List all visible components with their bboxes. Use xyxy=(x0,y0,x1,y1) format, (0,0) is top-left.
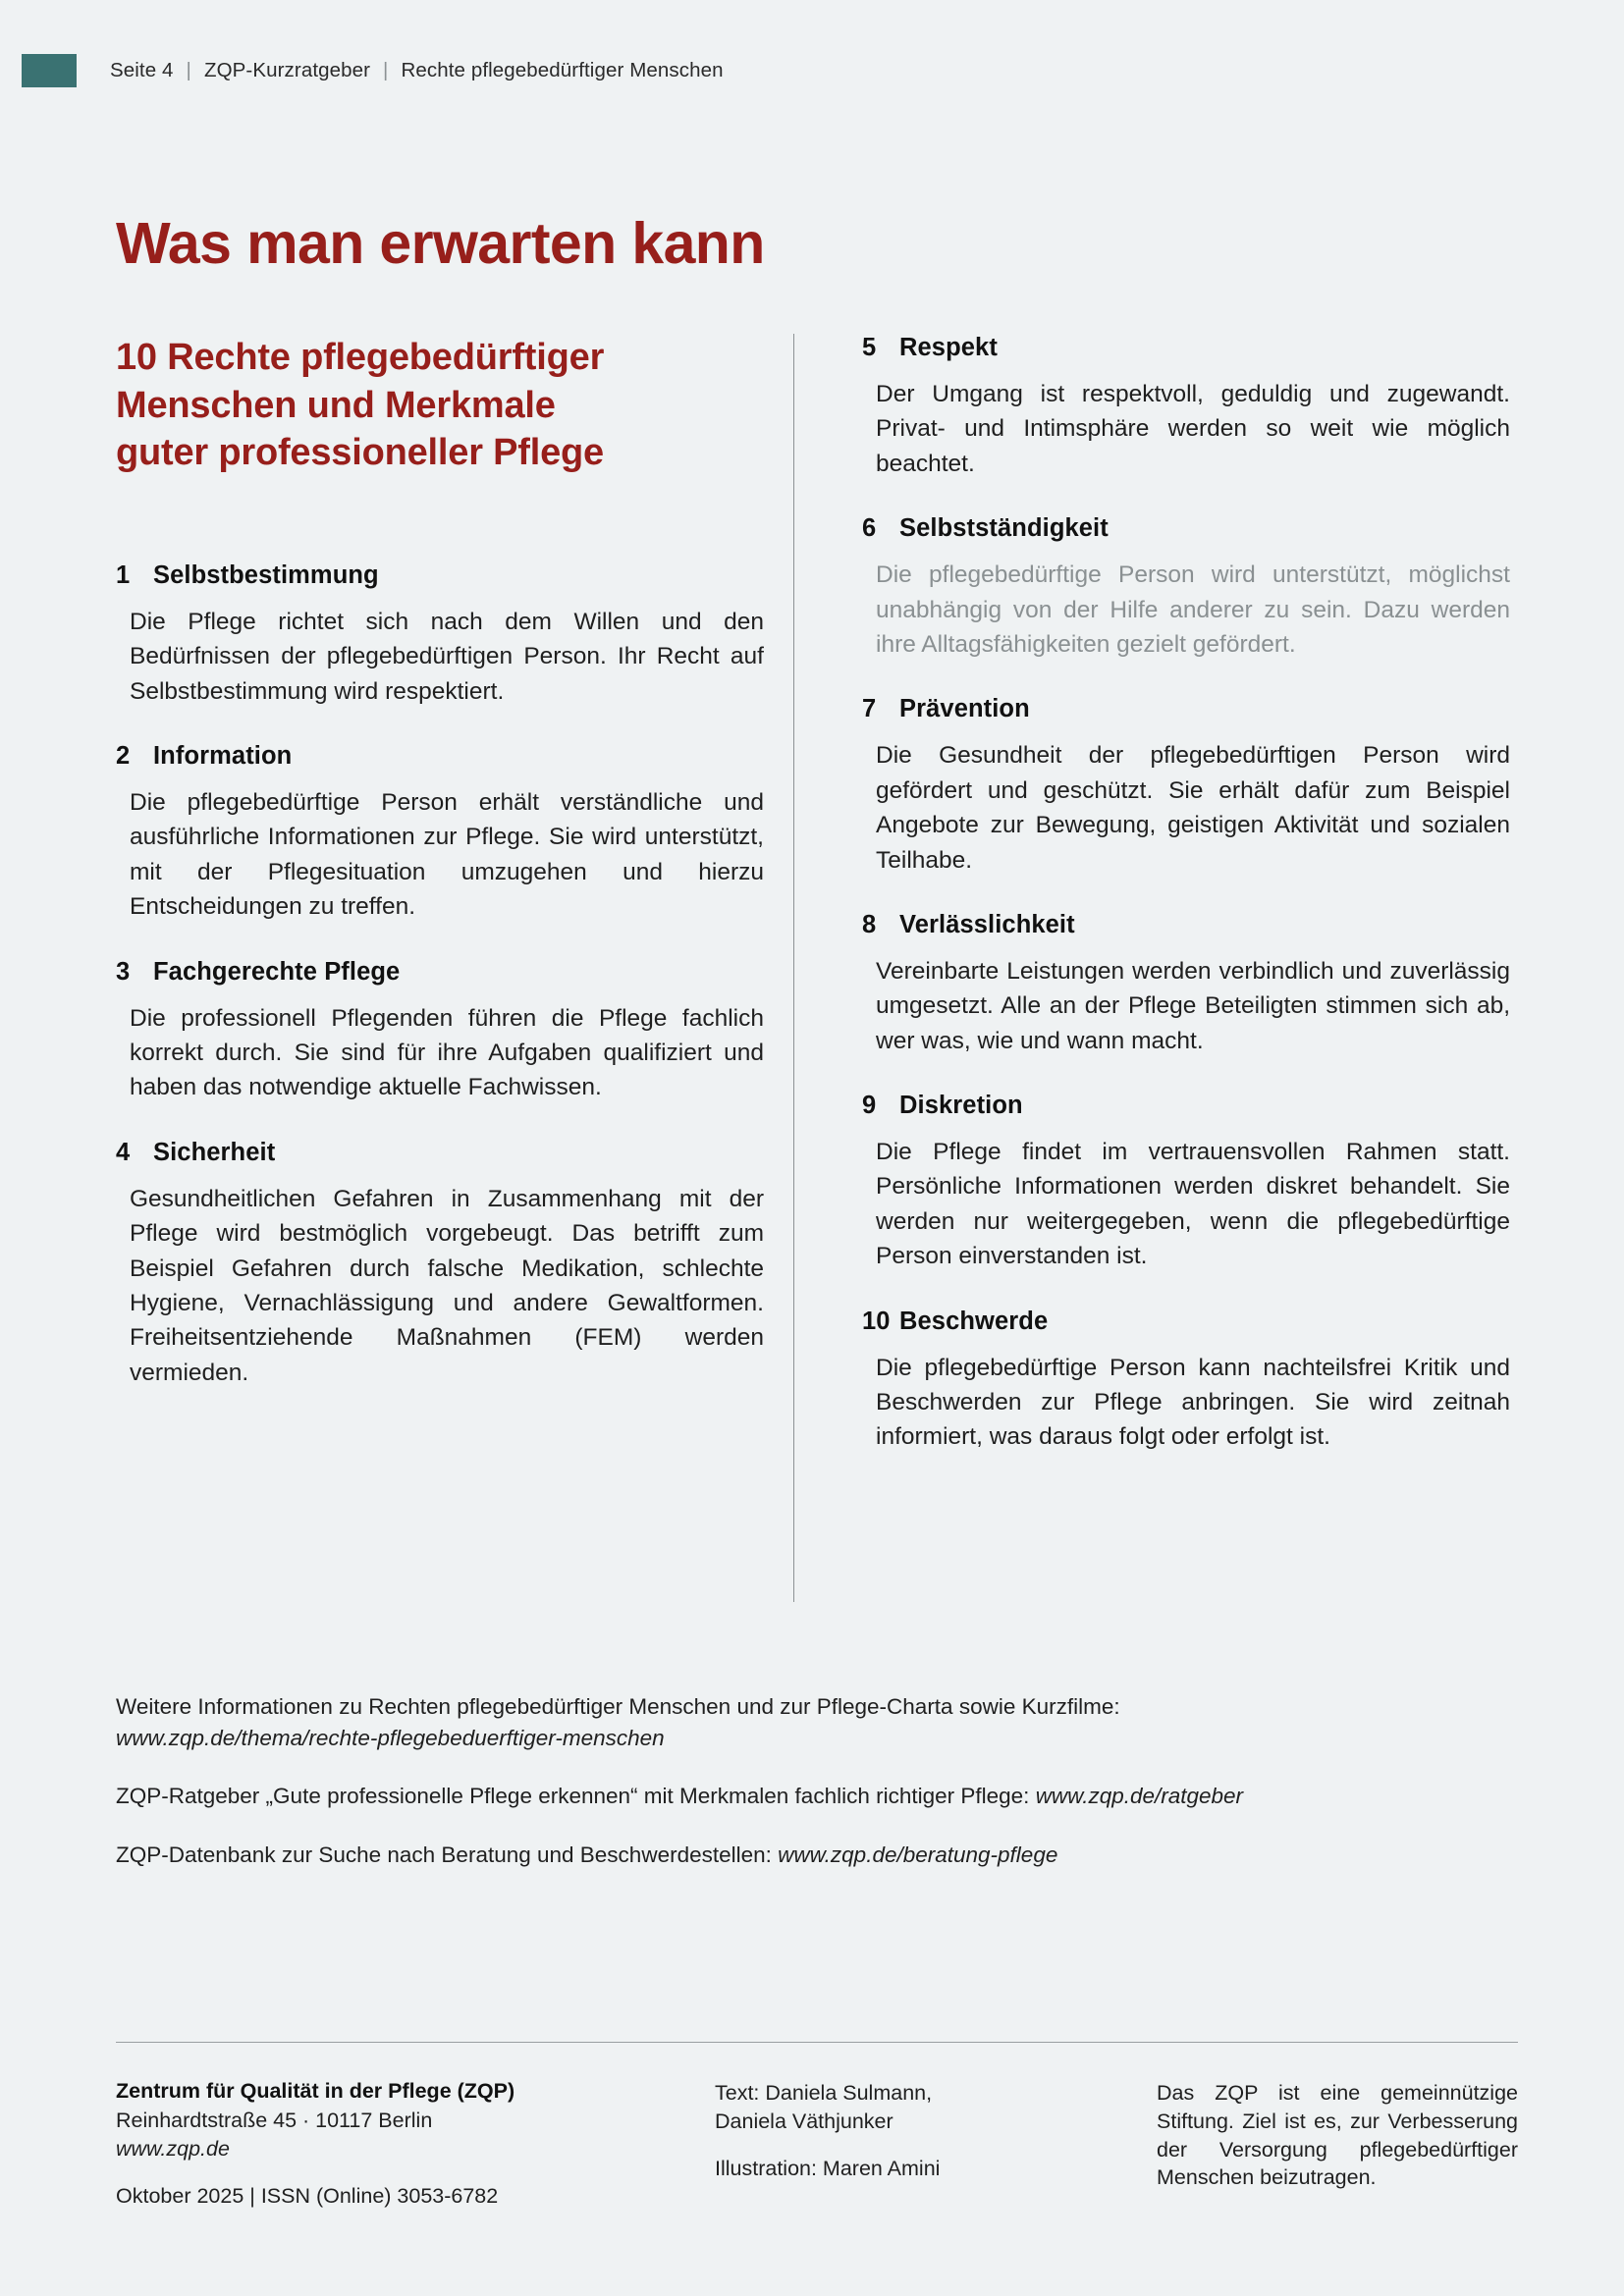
note-line-2 xyxy=(116,1781,1518,1812)
right-item-body: Vereinbarte Leistungen werden verbindlich und zuverlässig umgesetzt. Alle an der Pflege Beteiligten stimmen sich ab, wer was, wie und wann macht. xyxy=(876,957,1510,1054)
right-item-8 xyxy=(862,911,1510,1058)
publisher-address: Reinhardtstraße 45 · 10117 Berlin xyxy=(116,2109,433,2132)
running-head xyxy=(0,51,724,90)
right-item-heading xyxy=(862,1092,1510,1120)
right-item-heading xyxy=(862,911,1510,939)
right-item-9 xyxy=(862,1092,1510,1274)
footer-credits xyxy=(715,2079,1157,2210)
note-3-url[interactable]: www.zqp.de/beratung-pflege xyxy=(778,1842,1058,1867)
right-item-heading xyxy=(116,742,764,771)
right-item-title: Diskretion xyxy=(899,1092,1023,1120)
right-item-heading xyxy=(116,561,764,590)
footer-spacer xyxy=(116,2163,715,2182)
right-item-number: 4 xyxy=(116,1138,131,1166)
right-item-6 xyxy=(862,514,1510,662)
right-item-7 xyxy=(862,695,1510,878)
right-item-2 xyxy=(116,742,764,925)
issue-info: Oktober 2025 | ISSN (Online) 3053-6782 xyxy=(116,2183,499,2208)
further-information xyxy=(116,1691,1518,1897)
right-item-heading xyxy=(862,514,1510,543)
right-item-title: Information xyxy=(153,742,293,771)
right-item-body: Die pflegebedürftige Person erhält verständliche und ausführliche Informationen zur Pflege. Sie wird unterstützt, mit der Pflegesituation umzugehen und hierzu Entscheidungen zu treffen. xyxy=(130,789,764,921)
right-item-heading xyxy=(116,1139,764,1167)
right-item-1 xyxy=(116,561,764,709)
publisher-website[interactable]: www.zqp.de xyxy=(116,2136,230,2161)
right-item-title: Selbstständigkeit xyxy=(899,514,1109,543)
right-item-body: Die Pflege findet im vertrauensvollen Rahmen statt. Persönliche Informationen werden diskret behandelt. Sie werden nur weitergegeben, wenn die pflegebedürftige Person einverstanden ist. xyxy=(876,1139,1510,1270)
runhead-separator-2: | xyxy=(383,59,389,81)
section-subtitle-line-2: Menschen und Merkmale xyxy=(116,384,556,426)
section-subtitle-line-3: guter professioneller Pflege xyxy=(116,432,604,474)
rights-column-right xyxy=(862,334,1510,1488)
section-subtitle-line-1: 10 Rechte pflegebedürftiger xyxy=(116,337,605,378)
right-item-number: 3 xyxy=(116,957,131,986)
right-item-heading xyxy=(862,334,1510,362)
mission-statement: Das ZQP ist eine gemeinnützige Stiftung. Ziel ist es, zur Verbesserung der Versorgung pflegebedürftiger Menschen beizutragen. xyxy=(1157,2081,1518,2190)
right-item-body: Gesundheitlichen Gefahren in Zusammenhang mit der Pflege wird bestmöglich vorgebeugt. Das betrifft zum Beispiel Gefahren durch falsche Medikation, schlechte Hygiene, Vernachlässigung und andere Gewaltformen. Freiheitsentziehende Maßnahmen (FEM) werden vermieden. xyxy=(130,1185,764,1386)
right-item-number: 6 xyxy=(862,514,877,543)
credit-text-line-1: Text: Daniela Sulmann, xyxy=(715,2081,933,2105)
footer-mission xyxy=(1157,2079,1518,2210)
running-head-text xyxy=(110,59,724,82)
right-item-title: Prävention xyxy=(899,695,1030,723)
rights-column-left xyxy=(116,334,764,1423)
footer-publisher xyxy=(116,2079,715,2210)
right-item-number: 1 xyxy=(116,561,131,589)
page-number-label: Seite 4 xyxy=(110,59,174,81)
page-title: Was man erwarten kann xyxy=(116,210,765,276)
teal-marker-block xyxy=(22,54,77,87)
series-label: ZQP-Kurzratgeber xyxy=(203,59,371,81)
note-2-text: ZQP-Ratgeber „Gute professionelle Pflege erkennen“ mit Merkmalen fachlich richtiger Pflege: xyxy=(116,1784,1036,1808)
right-item-body: Die pflegebedürftige Person wird unterstützt, möglichst unabhängig von der Hilfe anderer zu sein. Dazu werden ihre Alltagsfähigkeiten gezielt gefördert. xyxy=(876,561,1510,658)
section-subtitle xyxy=(116,334,764,477)
right-item-heading xyxy=(862,695,1510,723)
page-footer xyxy=(116,2079,1518,2210)
note-line-3 xyxy=(116,1840,1518,1871)
footer-divider xyxy=(116,2042,1518,2043)
right-item-body: Der Umgang ist respektvoll, geduldig und zugewandt. Privat- und Intimsphäre werden so weit wie möglich beachtet. xyxy=(876,381,1510,477)
right-item-heading xyxy=(862,1308,1510,1336)
credit-text-line-2: Daniela Väthjunker xyxy=(715,2109,893,2133)
right-item-number: 10 xyxy=(862,1307,891,1335)
right-item-10 xyxy=(862,1308,1510,1455)
right-item-title: Selbstbestimmung xyxy=(153,561,379,589)
right-item-title: Respekt xyxy=(899,334,998,361)
right-item-heading xyxy=(116,958,764,987)
runhead-separator-1: | xyxy=(186,59,191,81)
right-item-number: 8 xyxy=(862,910,877,938)
note-1-text: Weitere Informationen zu Rechten pflegebedürftiger Menschen und zur Pflege-Charta sowie Kurzfilme: xyxy=(116,1694,1120,1719)
right-item-title: Sicherheit xyxy=(153,1138,276,1166)
right-item-5 xyxy=(862,334,1510,481)
subtitle-spacer xyxy=(116,477,764,561)
right-item-number: 9 xyxy=(862,1092,877,1120)
topic-label: Rechte pflegebedürftiger Menschen xyxy=(401,59,724,81)
right-item-title: Beschwerde xyxy=(899,1307,1049,1335)
note-3-text: ZQP-Datenbank zur Suche nach Beratung und Beschwerdestellen: xyxy=(116,1842,779,1867)
right-item-4 xyxy=(116,1139,764,1390)
right-item-title: Fachgerechte Pflege xyxy=(153,957,401,986)
right-item-number: 5 xyxy=(862,334,877,361)
note-1-url[interactable]: www.zqp.de/thema/rechte-pflegebeduerftiger-menschen xyxy=(116,1725,665,1750)
right-item-body: Die Pflege richtet sich nach dem Willen und den Bedürfnissen der pflegebedürftigen Person. Ihr Recht auf Selbstbestimmung wird respektiert. xyxy=(130,608,764,705)
right-item-title: Verlässlichkeit xyxy=(899,910,1075,938)
note-2-url[interactable]: www.zqp.de/ratgeber xyxy=(1035,1784,1244,1808)
credits-spacer xyxy=(715,2136,1157,2155)
publisher-name: Zentrum für Qualität in der Pflege (ZQP) xyxy=(116,2079,515,2103)
rights-columns xyxy=(116,334,1510,1610)
right-item-body: Die pflegebedürftige Person kann nachteilsfrei Kritik und Beschwerden zur Pflege anbringen. Sie wird zeitnah informiert, was daraus folgt oder erfolgt ist. xyxy=(876,1354,1510,1451)
note-line-1 xyxy=(116,1691,1518,1753)
right-item-number: 7 xyxy=(862,695,877,723)
right-item-number: 2 xyxy=(116,742,131,771)
right-item-body: Die Gesundheit der pflegebedürftigen Person wird gefördert und geschützt. Sie erhält dafür zum Beispiel Angebote zur Bewegung, geistigen Aktivität und sozialen Teilhabe. xyxy=(876,742,1510,874)
column-divider xyxy=(793,334,794,1602)
credit-illustration: Illustration: Maren Amini xyxy=(715,2156,941,2180)
right-item-3 xyxy=(116,958,764,1105)
right-item-body: Die professionell Pflegenden führen die Pflege fachlich korrekt durch. Sie sind für ihre Aufgaben qualifiziert und haben das notwendige aktuelle Fachwissen. xyxy=(130,1004,764,1101)
